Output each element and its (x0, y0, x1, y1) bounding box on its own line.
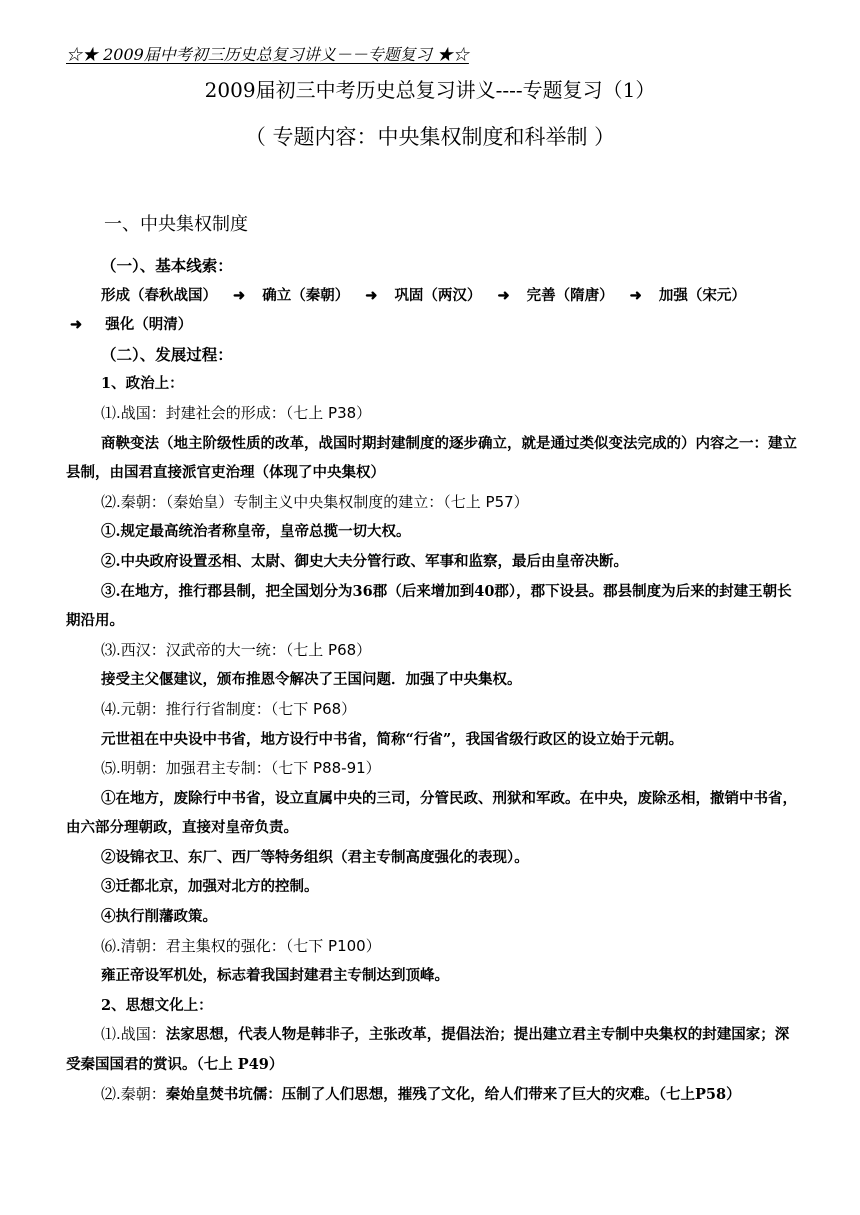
document-title: 2009届初三中考历史总复习讲义----专题复习（1） (204, 78, 656, 102)
running-header: ☆★ 2009届中考初三历史总复习讲义－－专题复习 ★☆ (66, 45, 469, 64)
arrow-icon: ➜ (70, 316, 83, 334)
section-body (66, 251, 800, 1109)
culture-item-label: ⑴.战国： (101, 1025, 166, 1044)
arrow-icon: ➜ (497, 286, 510, 304)
chain-item: 巩固（两汉） (394, 286, 482, 304)
arrow-icon: ➜ (365, 286, 378, 304)
item-ming-a: ①在地方，废除行中书省，设立直属中央的三司，分管民政、刑狱和军政。在中央，废除丞相，撤销中书省，由六部分理朝政，直接对皇帝负责。 (66, 789, 797, 837)
item-western-han: ⑶.西汉：汉武帝的大一统：（七上 P68） (101, 640, 372, 659)
item-qing: ⑹.清朝：君主集权的强化：（七下 P100） (101, 936, 381, 955)
culture-item-text: 法家思想，代表人物是韩非子，主张改革，提倡法治；提出建立君主专制中央集权的封建国家；深受秦国国君的赏识。（七上 P49） (66, 1026, 790, 1074)
item-qing-text: 雍正帝设军机处，标志着我国封建君主专制达到顶峰。 (101, 967, 449, 985)
item-ming-d: ④执行削藩政策。 (101, 908, 217, 926)
culture-heading: 2、思想文化上： (101, 996, 213, 1014)
development-chain-cont (66, 310, 800, 340)
development-chain (66, 281, 800, 311)
item-warring-states: ⑴.战国：封建社会的形成：（七上 P38） (101, 403, 372, 422)
chain-item: 确立（秦朝） (262, 286, 350, 304)
basic-clue-heading: （一）、基本线索： (101, 256, 233, 275)
item-western-han-text: 接受主父偃建议，颁布推恩令解决了王国问题．加强了中央集权。 (101, 671, 522, 689)
item-warring-states-text: 商鞅变法（地主阶级性质的改革，战国时期封建制度的逐步确立，就是通过类似变法完成的）内容之一：建立县制，由国君直接派官吏治理（体现了中央集权） (66, 434, 797, 482)
chain-item: 强化（明清） (105, 316, 193, 334)
politics-heading: 1、政治上： (101, 375, 184, 393)
section-heading: 一、中央集权制度 (104, 214, 248, 235)
item-ming-b: ②设锦衣卫、东厂、西厂等特务组织（君主专制高度强化的表现）。 (101, 848, 529, 866)
item-yuan-text: 元世祖在中央设中书省，地方设行中书省，简称“行省”，我国省级行政区的设立始于元朝。 (101, 730, 684, 748)
culture-item-qin (66, 1080, 800, 1110)
culture-item-text: 秦始皇焚书坑儒：压制了人们思想，摧残了文化，给人们带来了巨大的灾难。（七上P58） (165, 1085, 741, 1103)
chain-item: 形成（春秋战国） (101, 286, 217, 304)
development-heading: （二）、发展过程： (101, 344, 233, 364)
culture-item-warring-states (66, 1020, 800, 1079)
item-yuan: ⑷.元朝：推行行省制度：（七下 P68） (101, 699, 357, 718)
arrow-icon: ➜ (629, 286, 642, 304)
document-subtitle: （ 专题内容：中央集权制度和科举制 ） (244, 125, 616, 149)
culture-item-label: ⑵.秦朝： (101, 1084, 166, 1103)
chain-item: 完善（隋唐） (526, 286, 614, 304)
item-qin-b: ②.中央政府设置丞相、太尉、御史大夫分管行政、军事和监察，最后由皇帝决断。 (101, 552, 629, 570)
arrow-icon: ➜ (233, 286, 246, 304)
item-qin: ⑵.秦朝：（秦始皇）专制主义中央集权制度的建立：（七上 P57） (101, 492, 529, 511)
item-ming: ⑸.明朝：加强君主专制：（七下 P88-91） (101, 759, 381, 778)
chain-item: 加强（宋元） (658, 286, 746, 304)
item-qin-c: ③.在地方，推行郡县制，把全国划分为36郡（后来增加到40郡），郡下设县。郡县制度为后来的封建王朝长期沿用。 (66, 582, 792, 630)
item-qin-a: ①.规定最高统治者称皇帝，皇帝总揽一切大权。 (101, 523, 411, 541)
item-ming-c: ③迁都北京，加强对北方的控制。 (101, 878, 319, 896)
